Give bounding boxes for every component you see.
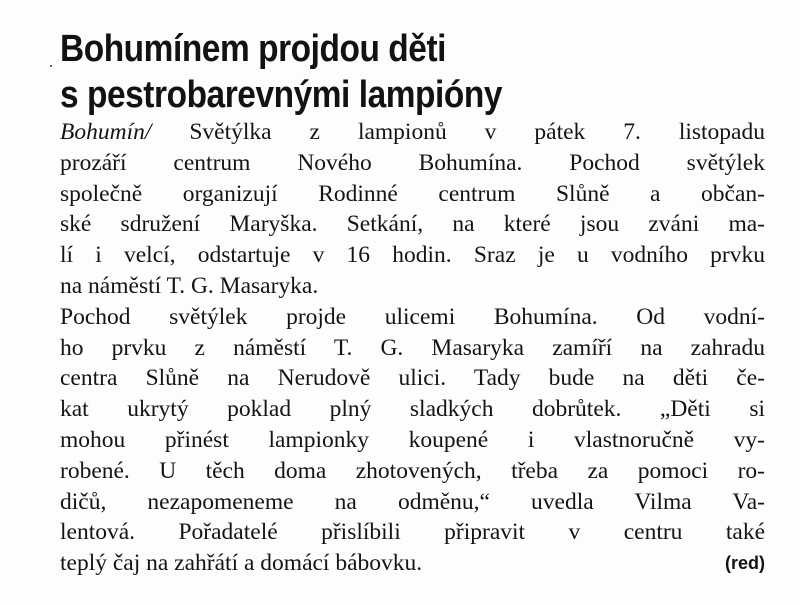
print-speck — [50, 65, 52, 67]
text-line: ho prvku z náměstí T. G. Masaryka zamíří na zahradu — [60, 334, 765, 361]
text-line-final — [60, 548, 765, 579]
text-line: robené. U těch doma zhotovených, třeba za pomoci ro- — [60, 457, 765, 484]
text-line: lentová. Pořadatelé přislíbili připravit v centru také — [60, 519, 765, 546]
text-line: Pochod světýlek projde ulicemi Bohumína. Od vodní- — [60, 303, 765, 330]
text-line: prozáří centrum Nového Bohumína. Pochod světýlek — [60, 149, 765, 176]
headline-line-1: Bohumínem projdou děti — [60, 28, 447, 70]
text-line: centra Slůně na Nerudově ulici. Tady bude na děti če- — [60, 365, 765, 392]
text-line: dičů, nezapomeneme na odměnu,“ uvedla Vilma Va- — [60, 488, 765, 515]
text-line-content: teplý čaj na zahřátí a domácí bábovku. — [60, 550, 423, 577]
text-line: společně organizují Rodinné centrum Slůně a občan- — [60, 180, 765, 207]
text-line: na náměstí T. G. Masaryka. — [60, 272, 319, 299]
paragraph-2 — [60, 302, 765, 579]
text-line: lí i velcí, odstartuje v 16 hodin. Sraz je u vodního prvku — [60, 242, 765, 269]
text-line: mohou přinést lampionky koupené i vlastnoručně vy- — [60, 426, 765, 453]
text-line: kat ukrytý poklad plný sladkých dobrůtek. „Děti si — [60, 396, 765, 423]
dateline: Bohumín/ — [60, 119, 152, 145]
text-line-content: Světýlka z lampionů v pátek 7. listopadu — [151, 119, 765, 145]
article-headline — [60, 26, 502, 118]
text-line — [60, 117, 765, 148]
article-body — [60, 117, 765, 579]
author-credit: (red) — [725, 553, 765, 574]
paragraph-1 — [60, 117, 765, 302]
headline-line-2: s pestrobarevnými lampióny — [60, 74, 503, 116]
text-line: ské sdružení Maryška. Setkání, na které jsou zváni ma- — [60, 211, 765, 238]
